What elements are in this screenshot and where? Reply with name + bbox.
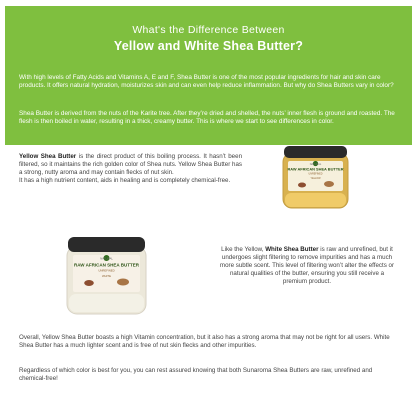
white-shea-title: White Shea Butter	[265, 246, 319, 253]
yellow-jar-label-top: NATURAL	[309, 163, 322, 166]
white-jar-label-main: RAW AFRICAN SHEA BUTTER	[74, 262, 139, 268]
yellow-shea-title: Yellow Shea Butter	[19, 153, 77, 160]
white-jar-lid	[68, 237, 145, 252]
yellow-shea-jar	[281, 143, 350, 213]
yellow-jar-label-sub-2: YELLOW	[310, 176, 321, 180]
white-shea-copy: is raw and unrefined, but it undergoes slight filtering to remove impurities and has a much more subtle scent. This level of filtering won’t alter the effects or natural qualities of the butter, ensuring you still receive a premium product.	[219, 246, 395, 285]
white-jar-nut-icon	[84, 280, 94, 286]
header-kicker: What's the Difference Between	[132, 24, 285, 36]
summary-paragraph-2: Regardless of which color is best for you, you can rest assured knowing that both Sunaroma Shea Butters are raw, unrefined and chemical-free!	[19, 367, 373, 383]
yellow-jar-label-sub: UNREFINED	[308, 172, 323, 176]
header-headline: Yellow and White Shea Butter?	[113, 39, 304, 53]
header-paragraph-2: Shea Butter is derived from the nuts of the Karite tree. After they’re dried and shelled, the nuts’ inner flesh is ground and roasted. The flesh is then boiled in water, resulting in a thick, creamy butter. This is where we start to see differences in color.	[19, 110, 395, 126]
white-shea-section	[218, 246, 396, 286]
product-info-page	[5, 6, 412, 395]
white-shea-jar-graphic	[64, 232, 149, 320]
yellow-jar-nut-icon	[298, 183, 306, 188]
yellow-jar-lid	[284, 146, 347, 158]
white-jar-label-sub: UNREFINED	[98, 268, 115, 273]
yellow-jar-butter	[285, 193, 346, 207]
header-paragraph-1: With high levels of Fatty Acids and Vitamins A, E and F, Shea Butter is one of the most popular ingredients for hair and skin care products. It offers natural hydration, moisturizes skin and can even help reduce inflammation. But why do Shea Butters vary in color?	[19, 74, 394, 90]
yellow-jar-label-main: RAW AFRICAN SHEA BUTTER	[287, 166, 344, 172]
yellow-jar-nut-icon-2	[324, 181, 334, 187]
white-jar-butter	[69, 294, 144, 312]
summary-paragraph-1: Overall, Yellow Shea Butter boasts a high Vitamin concentration, but it also has a strong aroma that may not be right for all users. White Shea Butter has a much lighter scent and is free of nut skin flecks and other impurities.	[19, 334, 390, 350]
white-shea-lead: Like the Yellow,	[221, 246, 266, 253]
white-jar-label-top: NATURAL	[100, 256, 113, 261]
header-band	[5, 6, 412, 145]
white-jar-nut-icon-2	[117, 279, 129, 286]
white-shea-jar	[64, 232, 149, 320]
yellow-shea-jar-graphic	[281, 143, 350, 213]
yellow-shea-copy-1: is the direct product of this boiling process. It hasn’t been filtered, so it maintains the rich golden color of Shea nuts. Yellow Shea Butter has a strong, nutty aroma and may contain flecks of nut skin.	[19, 153, 243, 176]
yellow-shea-section	[19, 153, 242, 185]
white-jar-label-sub-2: WHITE	[101, 273, 112, 278]
yellow-shea-copy-2: It has a high nutrient content, aids in healing and is completely chemical-free.	[19, 177, 231, 184]
